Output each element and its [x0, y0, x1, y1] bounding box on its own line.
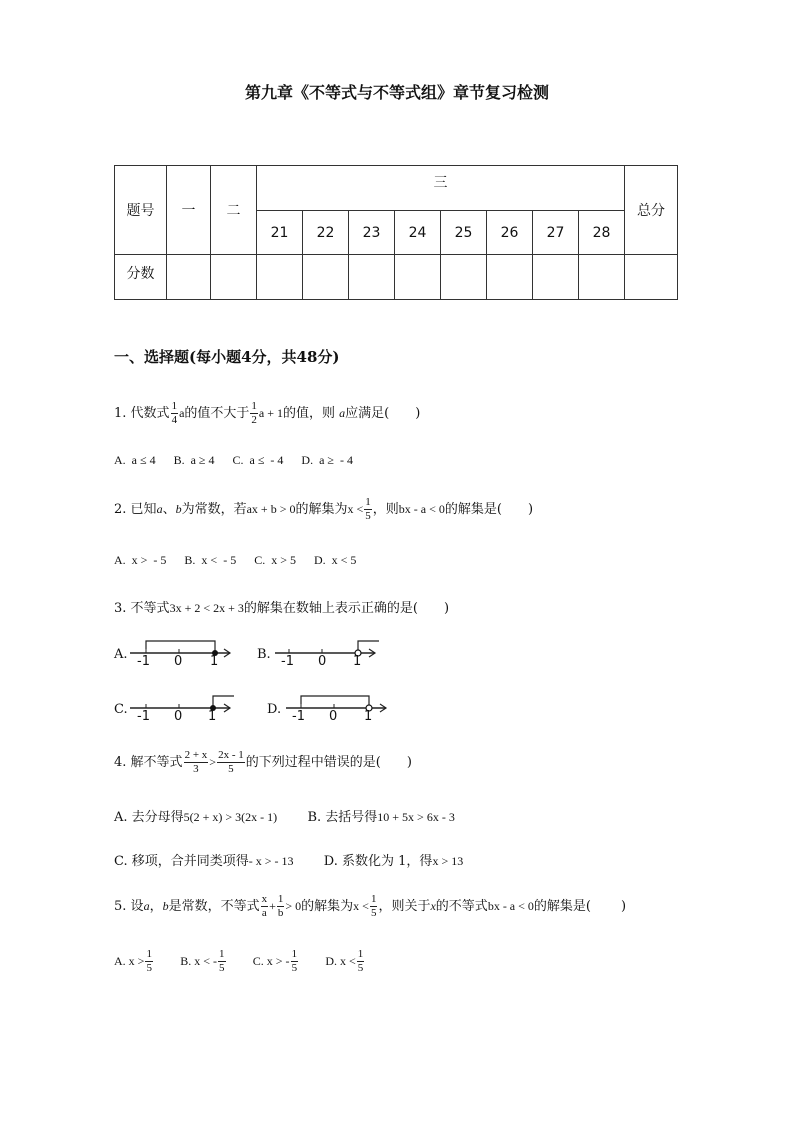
score-cell	[533, 255, 579, 300]
question-3: 3. 不等式3x + 2 < 2x + 3的解集在数轴上表示正确的是( )	[114, 601, 450, 616]
header-question-number: 题号	[115, 166, 167, 255]
sub-col-21: 21	[257, 211, 303, 255]
fraction: $\frac{1}{4}$	[171, 400, 178, 426]
tick-label: 0	[329, 709, 338, 724]
tick-label: 1	[353, 654, 362, 669]
fraction: $\frac{1}{5}$	[370, 893, 377, 919]
score-cell	[167, 255, 211, 300]
q3-option-d-label: D.	[267, 702, 282, 717]
fraction: $\frac{1}{5}$	[365, 496, 371, 522]
question-4: 4. 解不等式 $\frac{2 + x}{3}$ > $\frac{2x - 1}{5}$ 的下列过程中错误的是( )	[114, 749, 412, 775]
tick-label: 0	[174, 709, 183, 724]
header-part-3: 三	[257, 166, 625, 211]
question-1: 1. 代数式 $\frac{1}{4}$ a的值不大于 $\frac{1}{2}$ a + 1的值，则 a应满足( )	[114, 400, 421, 426]
tick-label: 1	[364, 709, 373, 724]
page-title: 第九章《不等式与不等式组》章节复习检测	[244, 83, 549, 102]
fraction: $\frac{1}{5}$	[291, 948, 298, 974]
score-cell	[625, 255, 678, 300]
score-cell	[303, 255, 349, 300]
tick-label: -1	[137, 654, 150, 669]
q2-options: A. x > - 5 B. x < - 5 C. x > 5 D. x < 5	[114, 553, 357, 567]
q5-options: A. x > $\frac{1}{5}$ B. x < - $\frac{1}{5}$ C. x > - $\frac{1}{5}$ D. x < $\frac{1}{5}$	[114, 948, 364, 974]
score-table	[114, 165, 678, 300]
sub-col-26: 26	[487, 211, 533, 255]
fraction: $\frac{2x - 1}{5}$	[218, 749, 244, 775]
q1-number: 1.	[114, 406, 127, 421]
tick-label: -1	[137, 709, 150, 724]
fraction: $\frac{1}{2}$	[251, 400, 257, 426]
fraction: $\frac{2 + x}{3}$	[184, 749, 208, 775]
header-total: 总分	[625, 166, 678, 255]
score-cell	[257, 255, 303, 300]
q4-options-ab: A. 去分母得5(2 + x) > 3(2x - 1) B. 去括号得10 + 5x > 6x - 3	[114, 810, 455, 825]
tick-label: 1	[210, 654, 219, 669]
score-cell	[349, 255, 395, 300]
q3-option-a-label: A.	[114, 647, 128, 662]
fraction: $\frac{1}{5}$	[146, 948, 152, 974]
q3-option-b-label: B.	[257, 647, 271, 662]
sub-col-23: 23	[349, 211, 395, 255]
fraction: $\frac{x}{a}$	[261, 893, 268, 919]
score-cell	[579, 255, 625, 300]
tick-label: -1	[292, 709, 305, 724]
score-row-label: 分数	[115, 255, 167, 300]
header-part-1: 一	[167, 166, 211, 255]
score-cell	[487, 255, 533, 300]
score-cell	[441, 255, 487, 300]
header-part-2: 二	[211, 166, 257, 255]
section-heading: 一、选择题(每小题4分，共48分)	[114, 348, 340, 366]
sub-col-24: 24	[395, 211, 441, 255]
question-5: 5. 设a，b是常数，不等式 $\frac{x}{a}$ + $\frac{1}{b}$ > 0的解集为x < $\frac{1}{5}$ ，则关于x的不等式bx - a < 0的解集是( )	[114, 893, 627, 919]
tick-label: 1	[208, 709, 217, 724]
sub-col-25: 25	[441, 211, 487, 255]
score-cell	[395, 255, 441, 300]
tick-label: -1	[281, 654, 294, 669]
score-cell	[211, 255, 257, 300]
tick-label: 0	[318, 654, 327, 669]
tick-label: 0	[174, 654, 183, 669]
fraction: $\frac{1}{b}$	[277, 893, 284, 919]
fraction: $\frac{1}{5}$	[357, 948, 364, 974]
sub-col-27: 27	[533, 211, 579, 255]
q1-options: A. a ≤ 4 B. a ≥ 4 C. a ≤ - 4 D. a ≥ - 4	[114, 453, 353, 467]
q3-option-c-label: C.	[114, 702, 128, 717]
sub-col-28: 28	[579, 211, 625, 255]
q4-options-cd: C. 移项，合并同类项得- x > - 13 D. 系数化为 1，得x > 13	[114, 854, 464, 869]
fraction: $\frac{1}{5}$	[219, 948, 225, 974]
sub-col-22: 22	[303, 211, 349, 255]
question-2: 2. 已知a、b为常数，若ax + b > 0的解集为x < $\frac{1}{5}$ ，则bx - a < 0的解集是( )	[114, 496, 534, 522]
